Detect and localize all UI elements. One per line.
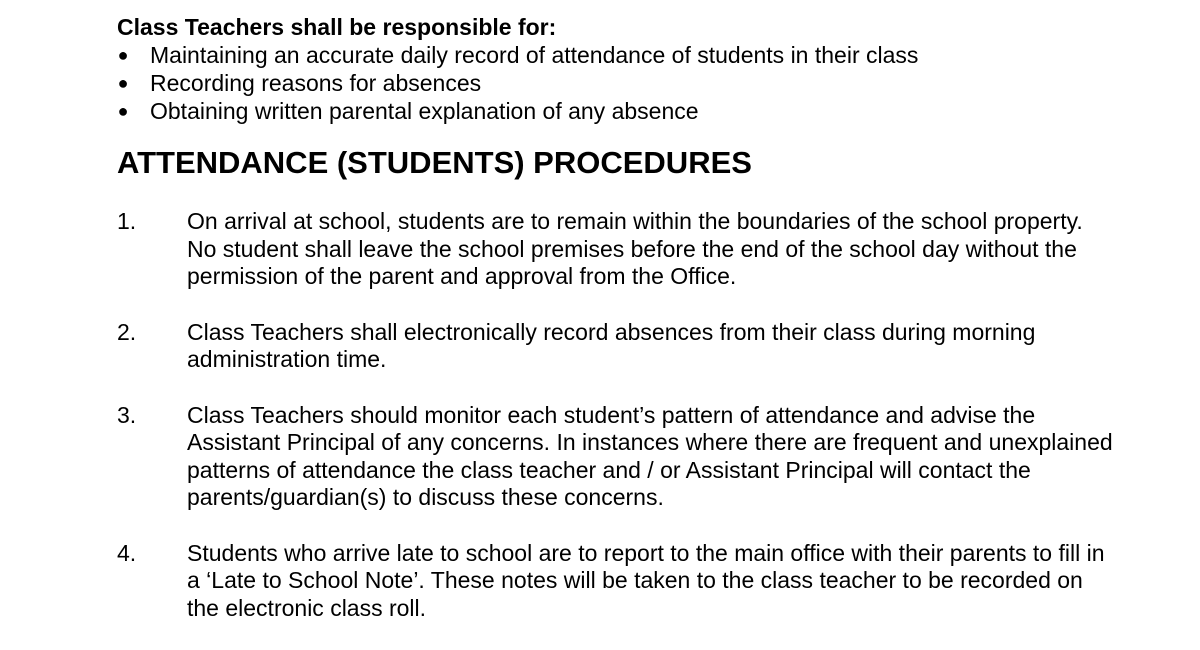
procedure-text: Class Teachers should monitor each student’s pattern of attendance and advise the Assistant Principal of any concerns. In instances where there are frequent and unexplained patterns of attendance the class teacher and / or Assistant Principal will contact the parents/guardian(s) to discuss these concerns. bbox=[187, 401, 1113, 510]
procedure-text: Students who arrive late to school are to report to the main office with their parents to fill in a ‘Late to School Note’. These notes will be taken to the class teacher to be recorded on the electronic class roll. bbox=[187, 539, 1105, 621]
responsibilities-heading: Class Teachers shall be responsible for: bbox=[117, 14, 557, 40]
list-item bbox=[117, 41, 1117, 69]
section-title: ATTENDANCE (STUDENTS) PROCEDURES bbox=[117, 145, 752, 180]
procedure-item bbox=[117, 540, 1117, 623]
procedures-list bbox=[117, 208, 1117, 622]
procedure-number: 1. bbox=[117, 208, 137, 234]
procedure-number: 2. bbox=[117, 318, 137, 345]
responsibilities-list bbox=[117, 41, 1117, 125]
procedure-text: On arrival at school, students are to remain within the boundaries of the school property. No student shall leave the school premises before the end of the school day without the permission of the parent and approval from the Office. bbox=[187, 208, 1083, 289]
document-page bbox=[117, 13, 1117, 650]
bullet-icon: ● bbox=[117, 73, 129, 93]
list-item-text: Maintaining an accurate daily record of attendance of students in their class bbox=[150, 42, 919, 68]
procedure-item bbox=[117, 319, 1117, 374]
procedure-number: 4. bbox=[117, 539, 137, 566]
list-item-text: Recording reasons for absences bbox=[150, 70, 482, 96]
list-item-text: Obtaining written parental explanation of any absence bbox=[150, 98, 699, 124]
bullet-icon: ● bbox=[117, 101, 129, 121]
procedure-text: Class Teachers shall electronically record absences from their class during morning administration time. bbox=[187, 318, 1036, 372]
bullet-icon: ● bbox=[117, 45, 129, 65]
procedure-item bbox=[117, 402, 1117, 512]
procedure-item bbox=[117, 208, 1117, 291]
list-item bbox=[117, 69, 1117, 97]
list-item bbox=[117, 97, 1117, 125]
procedure-number: 3. bbox=[117, 401, 137, 428]
